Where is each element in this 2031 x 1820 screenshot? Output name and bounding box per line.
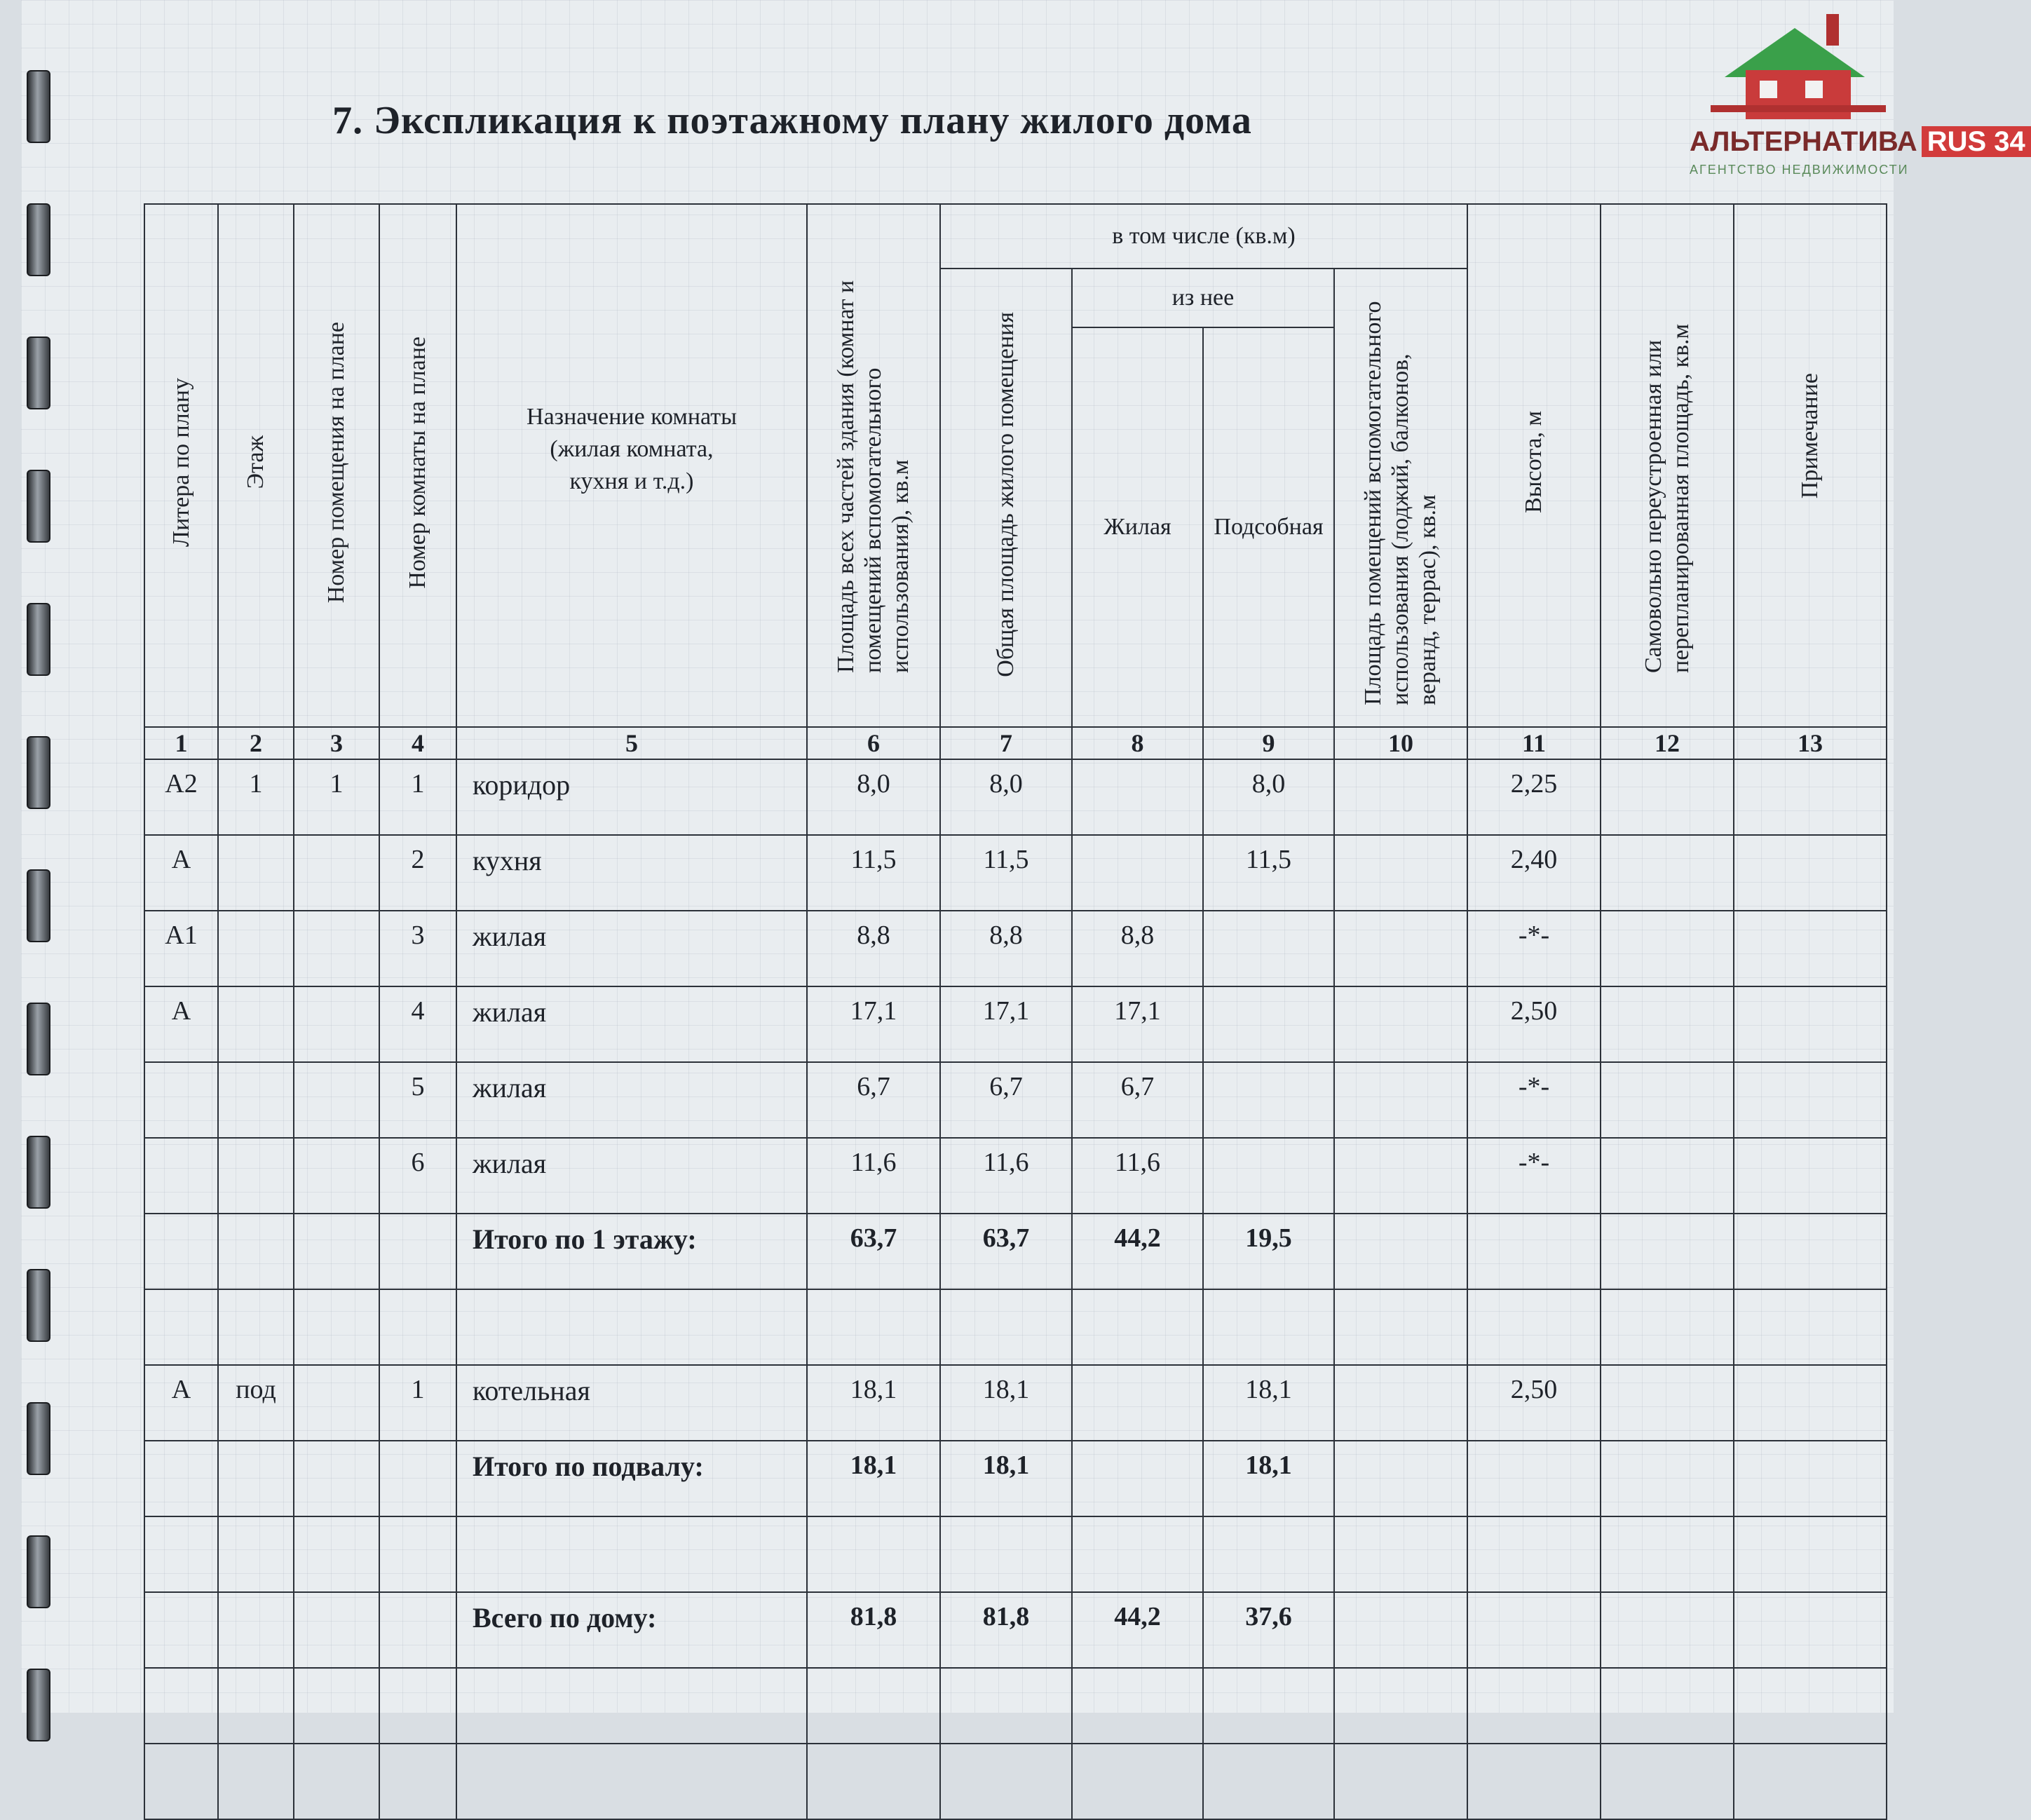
header-aux: Подсобная (1203, 327, 1334, 727)
cell-balc (1334, 1062, 1467, 1138)
column-number: 4 (379, 727, 456, 759)
cell-name: жилая (456, 986, 807, 1062)
cell-name: жилая (456, 1062, 807, 1138)
header-height: Высота, м (1467, 204, 1601, 727)
binding-ring (27, 1003, 50, 1075)
cell-area-all: 17,1 (807, 986, 940, 1062)
cell-note (1734, 1516, 1887, 1592)
cell-floor (218, 835, 294, 911)
cell-room-no (294, 835, 379, 911)
binding-ring (27, 736, 50, 809)
cell-self (1601, 1062, 1734, 1138)
cell-room-no (294, 1289, 379, 1365)
cell-note (1734, 1062, 1887, 1138)
header-self: Самовольно переустроенная или перепланированная площадь, кв.м (1601, 204, 1734, 727)
header-area-all: Площадь всех частей здания (комнат и помещений вспомогательного использования), кв.м (807, 204, 940, 727)
cell-height: 2,50 (1467, 986, 1601, 1062)
cell-floor (218, 1138, 294, 1214)
cell-room-no: 1 (294, 759, 379, 835)
column-numbers-row (144, 727, 1887, 759)
header-num: Номер комнаты на плане (379, 204, 456, 727)
cell-num (379, 1214, 456, 1289)
cell-area-total: 18,1 (940, 1365, 1072, 1441)
cell-height (1467, 1744, 1601, 1819)
brand-badge: RUS 34 (1922, 126, 2031, 157)
table-row (144, 1516, 1887, 1592)
cell-aux (1203, 1668, 1334, 1744)
header-living: Жилая (1072, 327, 1203, 727)
header-balconies: Площадь помещений вспомогательного использования (лоджий, балконов, веранд, террас), кв.м (1334, 269, 1467, 727)
column-number: 13 (1734, 727, 1887, 759)
cell-num: 2 (379, 835, 456, 911)
cell-height: -*- (1467, 911, 1601, 986)
column-number: 2 (218, 727, 294, 759)
cell-name: коридор (456, 759, 807, 835)
cell-lit (144, 1668, 218, 1744)
cell-height: -*- (1467, 1138, 1601, 1214)
cell-height: 2,50 (1467, 1365, 1601, 1441)
header-subgroup: из нее (1072, 269, 1334, 327)
cell-lit (144, 1214, 218, 1289)
cell-aux: 18,1 (1203, 1441, 1334, 1516)
cell-note (1734, 1365, 1887, 1441)
cell-area-all: 8,8 (807, 911, 940, 986)
cell-name: котельная (456, 1365, 807, 1441)
cell-floor (218, 1668, 294, 1744)
cell-area-total: 17,1 (940, 986, 1072, 1062)
cell-name (456, 1516, 807, 1592)
cell-note (1734, 1138, 1887, 1214)
cell-note (1734, 1668, 1887, 1744)
cell-lit (144, 1744, 218, 1819)
cell-balc (1334, 1668, 1467, 1744)
cell-area-total: 11,6 (940, 1138, 1072, 1214)
cell-area-all (807, 1668, 940, 1744)
column-number: 5 (456, 727, 807, 759)
cell-aux: 18,1 (1203, 1365, 1334, 1441)
cell-lit (144, 1062, 218, 1138)
cell-name: кухня (456, 835, 807, 911)
cell-self (1601, 835, 1734, 911)
table-row (144, 1214, 1887, 1289)
cell-note (1734, 1289, 1887, 1365)
cell-height (1467, 1668, 1601, 1744)
cell-lit (144, 1592, 218, 1668)
cell-name (456, 1744, 807, 1819)
cell-height (1467, 1214, 1601, 1289)
header-group: в том числе (кв.м) (940, 204, 1467, 269)
header-floor: Этаж (218, 204, 294, 727)
cell-aux (1203, 1744, 1334, 1819)
cell-living: 8,8 (1072, 911, 1203, 986)
cell-aux: 8,0 (1203, 759, 1334, 835)
cell-area-total (940, 1744, 1072, 1819)
cell-aux (1203, 911, 1334, 986)
cell-area-total: 8,0 (940, 759, 1072, 835)
cell-room-no (294, 1744, 379, 1819)
cell-note (1734, 911, 1887, 986)
cell-lit: А (144, 835, 218, 911)
header-lit: Литера по плану (144, 204, 218, 727)
column-number: 3 (294, 727, 379, 759)
cell-height: 2,40 (1467, 835, 1601, 911)
cell-room-no (294, 1668, 379, 1744)
cell-floor (218, 1062, 294, 1138)
cell-area-all (807, 1289, 940, 1365)
cell-name (456, 1289, 807, 1365)
cell-area-total: 81,8 (940, 1592, 1072, 1668)
cell-floor (218, 986, 294, 1062)
column-number: 11 (1467, 727, 1601, 759)
cell-living (1072, 1289, 1203, 1365)
binding-ring (27, 1269, 50, 1342)
cell-aux (1203, 1289, 1334, 1365)
cell-balc (1334, 759, 1467, 835)
cell-name: Итого по подвалу: (456, 1441, 807, 1516)
cell-balc (1334, 1441, 1467, 1516)
cell-note (1734, 1592, 1887, 1668)
cell-room-no (294, 1214, 379, 1289)
cell-area-total: 8,8 (940, 911, 1072, 986)
cell-living (1072, 1441, 1203, 1516)
cell-balc (1334, 1214, 1467, 1289)
cell-lit: А (144, 986, 218, 1062)
cell-floor (218, 1592, 294, 1668)
cell-room-no (294, 1365, 379, 1441)
binding-ring (27, 1535, 50, 1608)
cell-balc (1334, 1592, 1467, 1668)
cell-height (1467, 1289, 1601, 1365)
cell-room-no (294, 1441, 379, 1516)
cell-num: 3 (379, 911, 456, 986)
cell-living: 6,7 (1072, 1062, 1203, 1138)
binding-ring (27, 1136, 50, 1209)
cell-living: 44,2 (1072, 1592, 1203, 1668)
cell-balc (1334, 1516, 1467, 1592)
cell-lit: А2 (144, 759, 218, 835)
cell-aux (1203, 1516, 1334, 1592)
cell-lit (144, 1138, 218, 1214)
cell-room-no (294, 1592, 379, 1668)
column-number: 6 (807, 727, 940, 759)
cell-height (1467, 1441, 1601, 1516)
binding-ring (27, 869, 50, 942)
cell-living (1072, 759, 1203, 835)
header-note: Примечание (1734, 204, 1887, 727)
cell-area-all: 18,1 (807, 1365, 940, 1441)
binding-ring (27, 603, 50, 676)
table-row (144, 1592, 1887, 1668)
spiral-binding (21, 0, 63, 1713)
cell-num: 6 (379, 1138, 456, 1214)
table-row (144, 1744, 1887, 1819)
column-number: 7 (940, 727, 1072, 759)
cell-self (1601, 1138, 1734, 1214)
cell-balc (1334, 911, 1467, 986)
cell-living (1072, 1516, 1203, 1592)
cell-self (1601, 1365, 1734, 1441)
brand-name: АЛЬТЕРНАТИВА (1690, 126, 1917, 157)
cell-num (379, 1592, 456, 1668)
cell-num: 5 (379, 1062, 456, 1138)
cell-area-all: 18,1 (807, 1441, 940, 1516)
cell-aux (1203, 986, 1334, 1062)
cell-note (1734, 1441, 1887, 1516)
cell-aux: 37,6 (1203, 1592, 1334, 1668)
cell-self (1601, 911, 1734, 986)
column-number: 8 (1072, 727, 1203, 759)
cell-height: 2,25 (1467, 759, 1601, 835)
cell-note (1734, 759, 1887, 835)
cell-num (379, 1668, 456, 1744)
cell-self (1601, 1289, 1734, 1365)
table-body (144, 759, 1887, 1819)
cell-lit (144, 1516, 218, 1592)
cell-aux (1203, 1062, 1334, 1138)
page-title: 7. Экспликация к поэтажному плану жилого дома (332, 99, 1252, 142)
cell-lit: А (144, 1365, 218, 1441)
cell-balc (1334, 1289, 1467, 1365)
header-purpose: Назначение комнаты (жилая комната, кухня и т.д.) (456, 204, 807, 727)
cell-area-all: 63,7 (807, 1214, 940, 1289)
cell-floor (218, 1214, 294, 1289)
cell-area-total (940, 1668, 1072, 1744)
cell-height (1467, 1516, 1601, 1592)
table-row (144, 1062, 1887, 1138)
column-number: 9 (1203, 727, 1334, 759)
column-number: 1 (144, 727, 218, 759)
explication-table (144, 203, 1887, 1820)
table-row (144, 986, 1887, 1062)
cell-room-no (294, 911, 379, 986)
header-total: Общая площадь жилого помещения (940, 269, 1072, 727)
cell-aux (1203, 1138, 1334, 1214)
binding-ring (27, 1669, 50, 1741)
brand-tagline: АГЕНТСТВО НЕДВИЖИМОСТИ (1690, 163, 1909, 177)
cell-name (456, 1668, 807, 1744)
cell-note (1734, 1214, 1887, 1289)
cell-floor (218, 1289, 294, 1365)
cell-num (379, 1516, 456, 1592)
cell-area-total: 63,7 (940, 1214, 1072, 1289)
cell-lit (144, 1441, 218, 1516)
table-row (144, 1365, 1887, 1441)
cell-note (1734, 835, 1887, 911)
cell-area-all (807, 1744, 940, 1819)
cell-self (1601, 1516, 1734, 1592)
cell-floor (218, 911, 294, 986)
cell-name: жилая (456, 911, 807, 986)
cell-living: 44,2 (1072, 1214, 1203, 1289)
binding-ring (27, 470, 50, 543)
header-room-no: Номер помещения на плане (294, 204, 379, 727)
cell-name: Всего по дому: (456, 1592, 807, 1668)
cell-height: -*- (1467, 1062, 1601, 1138)
cell-area-all: 8,0 (807, 759, 940, 835)
cell-self (1601, 1214, 1734, 1289)
cell-self (1601, 1744, 1734, 1819)
cell-note (1734, 986, 1887, 1062)
cell-balc (1334, 1138, 1467, 1214)
cell-floor: под (218, 1365, 294, 1441)
cell-area-total: 6,7 (940, 1062, 1072, 1138)
binding-ring (27, 203, 50, 276)
cell-room-no (294, 1516, 379, 1592)
cell-self (1601, 986, 1734, 1062)
document-page (21, 0, 2025, 1713)
cell-floor (218, 1744, 294, 1819)
column-number: 12 (1601, 727, 1734, 759)
cell-lit: А1 (144, 911, 218, 986)
cell-name: Итого по 1 этажу: (456, 1214, 807, 1289)
cell-num: 4 (379, 986, 456, 1062)
table-row (144, 835, 1887, 911)
table-row (144, 759, 1887, 835)
cell-area-all: 6,7 (807, 1062, 940, 1138)
cell-area-all (807, 1516, 940, 1592)
cell-area-all: 11,5 (807, 835, 940, 911)
cell-aux: 19,5 (1203, 1214, 1334, 1289)
cell-area-total (940, 1289, 1072, 1365)
cell-room-no (294, 1138, 379, 1214)
cell-living: 17,1 (1072, 986, 1203, 1062)
cell-area-all: 81,8 (807, 1592, 940, 1668)
cell-balc (1334, 1365, 1467, 1441)
brand-logo (1690, 126, 2031, 158)
cell-aux: 11,5 (1203, 835, 1334, 911)
cell-living (1072, 1668, 1203, 1744)
cell-self (1601, 1441, 1734, 1516)
cell-living (1072, 1744, 1203, 1819)
cell-area-all: 11,6 (807, 1138, 940, 1214)
cell-room-no (294, 1062, 379, 1138)
cell-area-total: 11,5 (940, 835, 1072, 911)
table-row (144, 911, 1887, 986)
cell-num (379, 1289, 456, 1365)
cell-self (1601, 1592, 1734, 1668)
cell-lit (144, 1289, 218, 1365)
cell-area-total (940, 1516, 1072, 1592)
column-number: 10 (1334, 727, 1467, 759)
cell-height (1467, 1592, 1601, 1668)
cell-name: жилая (456, 1138, 807, 1214)
cell-living (1072, 1365, 1203, 1441)
cell-self (1601, 759, 1734, 835)
table-row (144, 1289, 1887, 1365)
cell-room-no (294, 986, 379, 1062)
cell-note (1734, 1744, 1887, 1819)
cell-num: 1 (379, 1365, 456, 1441)
cell-floor (218, 1441, 294, 1516)
cell-floor (218, 1516, 294, 1592)
cell-balc (1334, 1744, 1467, 1819)
table-row (144, 1668, 1887, 1744)
table-row (144, 1138, 1887, 1214)
cell-num: 1 (379, 759, 456, 835)
cell-balc (1334, 835, 1467, 911)
cell-area-total: 18,1 (940, 1441, 1072, 1516)
table-row (144, 1441, 1887, 1516)
cell-floor: 1 (218, 759, 294, 835)
cell-num (379, 1441, 456, 1516)
binding-ring (27, 337, 50, 409)
cell-self (1601, 1668, 1734, 1744)
cell-num (379, 1744, 456, 1819)
cell-living (1072, 835, 1203, 911)
cell-balc (1334, 986, 1467, 1062)
cell-living: 11,6 (1072, 1138, 1203, 1214)
binding-ring (27, 1402, 50, 1475)
